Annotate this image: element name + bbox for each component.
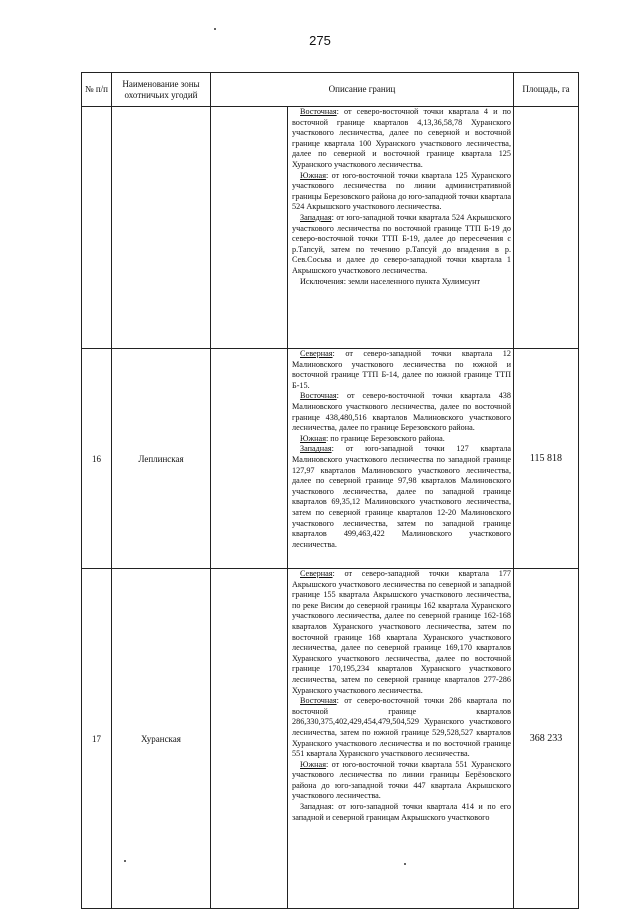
boundary-paragraph: Южная: от юго-восточной точки квартала 125 Хуранского участкового лесничества по линии административной границы Березовского района до юго-западной точки квартала 524 Акрышского участкового лесничества. [292, 170, 511, 212]
row-num: 16 [82, 349, 112, 569]
table-row [82, 107, 579, 349]
zone-area [514, 107, 579, 349]
zone-name: Хуранская [112, 569, 211, 909]
speck-dot [214, 28, 216, 30]
boundary-description [288, 107, 514, 349]
boundaries-table [81, 72, 579, 909]
boundary-paragraph: Восточная: от северо-восточной точки 286 квартала по восточной границе кварталов 286,330,375,402,429,454,479,504,529 Хуранского участкового лесничества, затем по южной границе 529,528,527 кварталов Хуранского участкового лесничества и по восточной границе 551 квартала Хуранского участкового лесничества. [292, 696, 511, 759]
boundary-paragraph: Северная: от северо-западной точки квартала 177 Акрышского участкового лесничества по северной и западной границе 155 квартала Акрышского участкового лесничества, по реке Висим до северной границы 162 квартала Хуранского участкового лесничества, далее по северной границе 162-168 кварталов Хуранского участкового лесничества, затем по восточной границе 168 квартала Хуранского участкового лесничества, далее по северной границе 169,170 кварталов Хуранского участкового лесничества, далее по восточной границе 170,195,234 кварталов Хуранского участкового лесничества, затем по северной границе кварталов 277-286 Хуранского участкового лесничества. [292, 569, 511, 695]
boundary-paragraph: Западная: от юго-западной точки квартала 524 Акрышского участкового лесничества по восточной границе ТТП Б-19 до северо-восточной точки ТТП Б-19, далее до пересечения с р.Тапсуй, затем по течению р.Тапсуй до впадения в р. Сев.Сосьва и далее до северо-западной точки квартала 1 Акрышского участкового лесничества. [292, 212, 511, 275]
table-row [82, 569, 579, 909]
boundary-paragraph: Восточная: от северо-восточной точки квартала 4 и по восточной границе кварталов 4,13,36,58,78 Хуранского участкового лесничества, далее по северной и восточной границе квартала 100 Хуранского участкового лесничества, далее по северной и восточной границе квартала 125 Хуранского участкового лесничества. [292, 107, 511, 169]
zone-area: 115 818 [514, 349, 579, 569]
row-num [82, 107, 112, 349]
boundary-paragraph: Южная: от юго-восточной точки квартала 551 Хуранского участкового лесничества по линии границы Берёзовского района до юго-западной точки 447 квартала Акрышского участкового лесничества. [292, 759, 511, 801]
header-num: № п/п [82, 73, 112, 107]
table-row [82, 349, 579, 569]
empty-cell [211, 107, 288, 349]
boundary-description [288, 569, 514, 909]
header-area: Площадь, га [514, 73, 579, 107]
boundary-paragraph: Восточная: от северо-восточной точки квартала 438 Малиновского участкового лесничества, далее по восточной границе 438,480,516 кварталов Малиновского участкового лесничества, далее по границе Березовского района. [292, 391, 511, 433]
empty-cell [211, 349, 288, 569]
zone-name: Леплинская [112, 349, 211, 569]
boundary-description [288, 349, 514, 569]
row-num: 17 [82, 569, 112, 909]
boundary-paragraph: Западная: от юго-западной точки 127 квартала Малиновского участкового лесничества по западной границе 127,97 кварталов Малиновского участкового лесничества, далее по северной границе 97,98 кварталов Малиновского участкового лесничества, далее по западной границе кварталов 69,35,12 Малиновского участкового лесничества, затем по северной границе кварталов 12-20 Малиновского участкового лесничества, затем по западной границе кварталов 499,463,422 Малиновского участкового лесничества. [292, 444, 511, 549]
page-number: 275 [309, 33, 331, 48]
zone-name [112, 107, 211, 349]
header-name: Наименование зоны охотничьих угодий [112, 73, 211, 107]
exceptions-paragraph: Исключения: земли населенного пункта Хулимсунт [300, 276, 481, 286]
zone-area: 368 233 [514, 569, 579, 909]
empty-cell [211, 569, 288, 909]
header-row [82, 73, 579, 107]
header-description: Описание границ [211, 73, 514, 107]
boundary-paragraph: Западная: от юго-западной точки квартала 414 и по его западной и северной границам Акрышского участкового [292, 802, 511, 822]
boundary-paragraph: Южная: по границе Березовского района. [300, 433, 445, 443]
boundary-paragraph: Северная: от северо-западной точки квартала 12 Малиновского участкового лесничества по южной и восточной границе ТТП Б-14, далее по южной границе ТТП Б-15. [292, 349, 511, 390]
